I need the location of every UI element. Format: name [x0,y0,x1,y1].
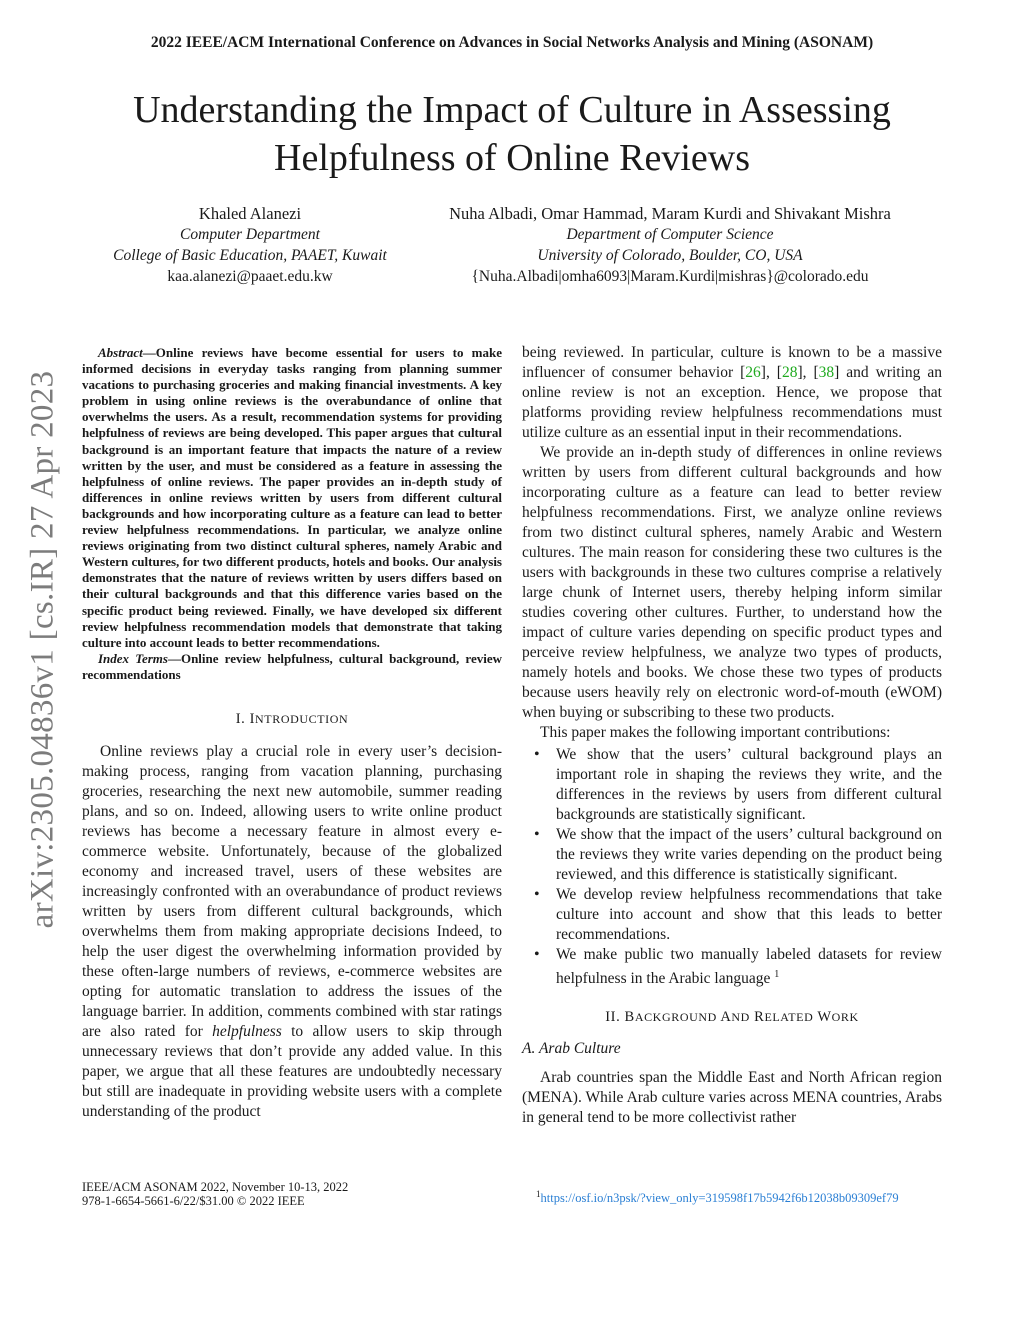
left-column [82,345,502,1122]
author-organization: University of Colorado, Boulder, CO, USA [537,247,803,264]
study-paragraph: We provide an in-depth study of differences in online reviews written by users from different cultural backgrounds and how incorporating culture as a feature can lead to better review helpfulness recommendations. First, we analyze online reviews from two distinct cultural spheres, namely Arabic and Western cultures. The main reason for considering these two cultures is the users with backgrounds in these two cultures comprise a relatively large chunk of Internet users, thereby helping inform similar studies covering other cultures. Further, to understand how the impact of culture varies depending on specific product types and perceive review helpfulness, we analyze two types of products, namely hotels and books. We chose these two types of products because users heavily rely on electronic word-of-mouth (eWOM) when buying or subscribing to these two products. [522,444,942,721]
author-department: Computer Department [180,226,320,243]
bullet-icon: • [534,946,540,963]
author-email: {Nuha.Albadi|omha6093|Maram.Kurdi|mishras}@colorado.edu [471,268,869,285]
footnote-link[interactable]: https://osf.io/n3psk/?view_only=319598f17b5942f6b12038b09309ef79 [540,1191,899,1206]
citation-link[interactable]: 26 [745,364,761,381]
paper-title [60,86,964,182]
footnote-number: 1 [536,1189,541,1199]
author-block-right [410,203,930,287]
subsection-heading: A. Arab Culture [522,1040,621,1058]
footer-isbn: 978-1-6654-5661-6/22/$31.00 © 2022 IEEE [82,1194,305,1208]
index-terms-lead: Index Terms [98,650,168,666]
bullet-icon: • [534,746,540,763]
abstract-text: —Online reviews have become essential for users to make informed decisions in everyday tasks ranging from planning summer vacations to purchasing groceries and making financial investments. A key problem in using online reviews is the overabundance of online that overwhelms the users. As a result, recommendation systems for providing helpfulness of reviews are being developed. This paper argues that cultural background is an important feature that impacts the nature of a review written by the user, and must be considered as a feature in assessing the helpfulness of online reviews. The paper provides an in-depth study of differences in online reviews written by users from different cultural backgrounds and how incorporating culture as a feature can lead to better review helpfulness recommendations. In particular, we analyze online reviews originating from two distinct cultural spheres, namely Arabic and Western cultures, for two different products, hotels and books. Our analysis demonstrates that the nature of reviews written by users differs based on their cultural backgrounds and that this difference varies based on the specific product being reviewed. Finally, we have developed six different review helpfulness recommendation models that demonstrate that taking culture into account leads to better recommendations. [82,345,502,650]
citation-link[interactable]: 28 [781,364,798,381]
title-line-1: Understanding the Impact of Culture in Assessing [133,89,891,131]
bullet-icon: • [534,886,540,903]
author-name: Khaled Alanezi [198,204,302,223]
contributions-list [522,745,942,989]
bullet-icon: • [534,826,540,843]
copyright-footer [82,1180,502,1208]
title-line-2: Helpfulness of Online Reviews [274,137,750,179]
section-heading-background: II. BACKGROUND AND RELATED WORK [605,1009,859,1026]
author-names: Nuha Albadi, Omar Hammad, Maram Kurdi and Shivakant Mishra [449,204,891,223]
list-item: • We show that the impact of the users’ cultural background on the reviews they write varies depending on the product being reviewed, and this difference is statistically significant. [534,826,942,883]
list-item: • We develop review helpfulness recommendations that take culture into account and show that this leads to better recommendations. [534,886,942,943]
culture-paragraph: being reviewed. In particular, culture is known to be a massive influencer of consumer behavior [26], [28], [38] and writing an online review is not an exception. Hence, we propose that platforms providing review helpfulness recommendations must utilize culture as an essential input in their recommendations. [522,344,942,441]
footnote-marker[interactable]: 1 [774,969,780,980]
author-organization: College of Basic Education, PAAET, Kuwait [113,247,387,264]
arab-culture-paragraph: Arab countries span the Middle East and North African region (MENA). While Arab culture varies across MENA countries, Arabs in general tend to be more collectivist rather [522,1069,942,1127]
intro-paragraph: Online reviews play a crucial role in every user’s decision-making process, ranging from vacation planning, purchasing groceries, researching the next new automobile, summer reading plans, and so on. Indeed, allowing users to write online product reviews has become a necessary feature in almost every e-commerce website. Unfortunately, because of the globalized economy and increased travel, users of these websites are increasingly confronted with an overabundance of product reviews written by users from different cultural backgrounds, which overwhelms them from making appropriate decisions Indeed, to help the user digest the overwhelming information provided by these often-large numbers of reviews, e-commerce websites are opting for automatic translation to address the issues of the language barrier. In addition, comments combined with star ratings are also rated for helpfulness to allow users to skip through unnecessary reviews that don’t provide any added value. In this paper, we argue that all these features are undoubtedly necessary but still are inadequate in providing website users with a complete understanding of the product [82,742,502,1120]
index-terms-text: —Online review helpfulness, cultural background, review recommendations [82,650,502,682]
abstract-lead: Abstract [98,345,143,360]
author-department: Department of Computer Science [566,226,774,243]
author-email: kaa.alanezi@paaet.edu.kw [167,268,333,285]
list-item: • We show that the users’ cultural background plays an important role in shaping the reviews they write, and the differences in the reviews by users from different cultural backgrounds are statistically significant. [534,746,942,823]
contributions-intro: This paper makes the following important contributions: [540,724,891,741]
author-block-left [80,203,420,287]
arxiv-watermark: arXiv:2305.04836v1 [cs.IR] 27 Apr 2023 [24,370,61,929]
footnote [536,1187,946,1205]
right-column [522,343,942,1128]
citation-link[interactable]: 38 [818,364,835,381]
section-heading-introduction: I. INTRODUCTION [235,710,349,727]
index-terms [82,651,502,683]
conference-header: 2022 IEEE/ACM International Conference on Advances in Social Networks Analysis and Mining (ASONAM) [150,34,874,51]
list-item: • We make public two manually labeled datasets for review helpfulness in the Arabic language $^1$ [534,946,942,988]
footer-conference: IEEE/ACM ASONAM 2022, November 10-13, 2022 [82,1180,349,1194]
abstract [82,345,502,651]
